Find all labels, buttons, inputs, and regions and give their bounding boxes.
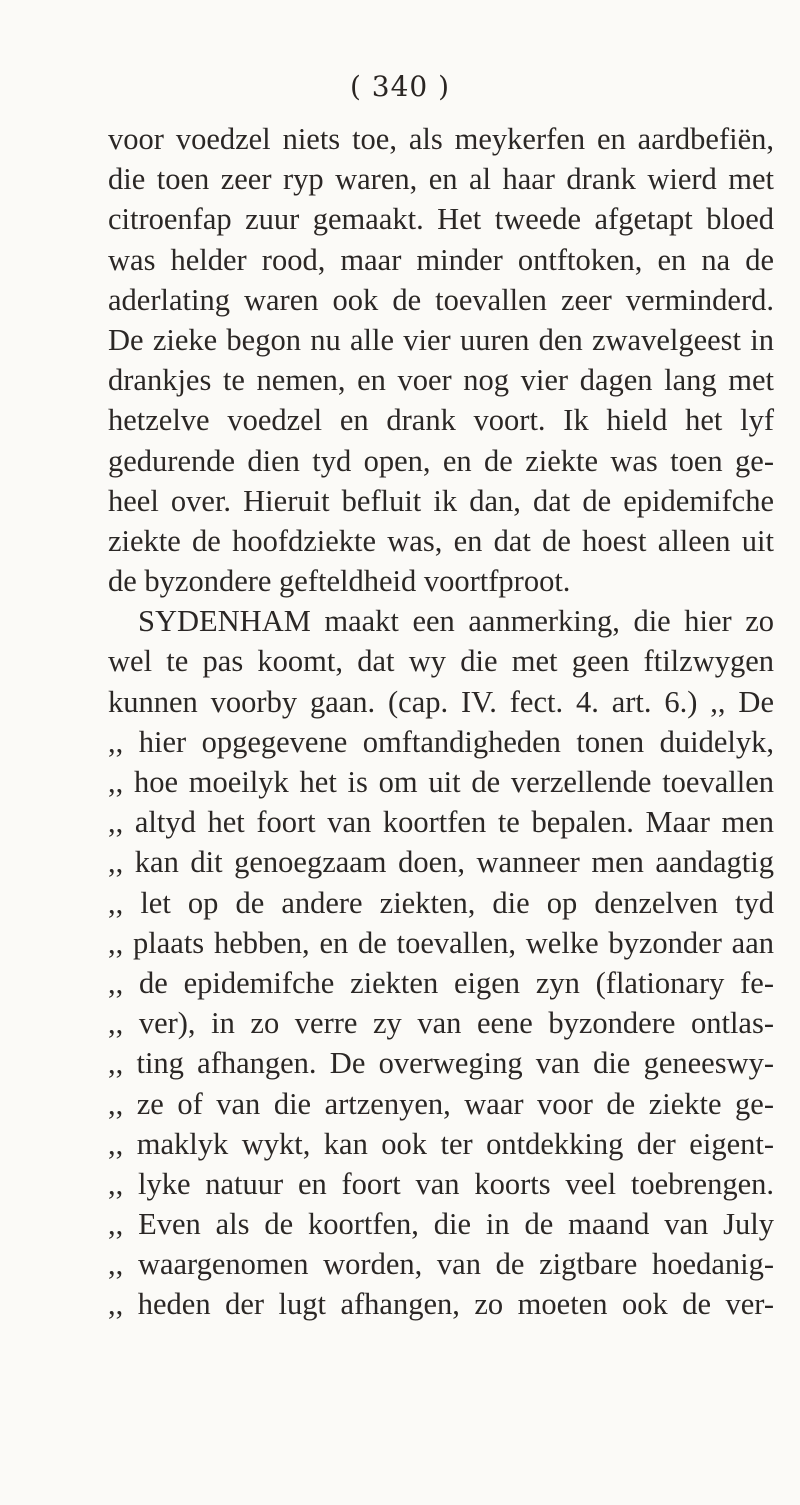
text-line: was helder rood, maar minder ontftoken, en na de bbox=[108, 242, 774, 277]
page-number: ( 340 ) bbox=[349, 70, 451, 103]
text-line: ,, hier opgegevene omftandigheden tonen duidelyk, bbox=[108, 724, 774, 759]
text-line: ,, lyke natuur en foort van koorts veel toebrengen. bbox=[108, 1166, 774, 1201]
text-line: heel over. Hieruit befluit ik dan, dat de epidemifche bbox=[108, 483, 774, 518]
text-line: ,, ting afhangen. De overweging van die geneeswy- bbox=[108, 1046, 774, 1081]
text-line: gedurende dien tyd open, en de ziekte was toen ge- bbox=[108, 443, 774, 478]
text-line: wel te pas koomt, dat wy die met geen ftilzwygen bbox=[108, 644, 774, 679]
text-line: ,, altyd het foort van koortfen te bepalen. Maar men bbox=[108, 805, 774, 840]
text-line: aderlating waren ook de toevallen zeer verminderd. bbox=[108, 282, 774, 317]
text-line: De zieke begon nu alle vier uuren den zwavelgeest in bbox=[108, 322, 774, 357]
text-line: ,, Even als de koortfen, die in de maand van July bbox=[108, 1207, 774, 1242]
text-line: ,, plaats hebben, en de toevallen, welke byzonder aan bbox=[108, 925, 774, 960]
text-line: ziekte de hoofdziekte was, en dat de hoest alleen uit bbox=[108, 523, 774, 558]
text-line: ,, ze of van die artzenyen, waar voor de ziekte ge- bbox=[108, 1086, 774, 1121]
text-line: hetzelve voedzel en drank voort. Ik hield het lyf bbox=[108, 403, 774, 438]
text-line: ,, maklyk wykt, kan ook ter ontdekking der eigent- bbox=[108, 1126, 774, 1161]
text-line: die toen zeer ryp waren, en al haar drank wierd met bbox=[108, 162, 774, 197]
text-line: kunnen voorby gaan. (cap. IV. fect. 4. art. 6.) ,, De bbox=[108, 684, 774, 719]
text-line: de byzondere gefteldheid voortfproot. bbox=[108, 564, 571, 599]
text-line: ,, let op de andere ziekten, die op denzelven tyd bbox=[108, 885, 774, 920]
text-line: ,, de epidemifche ziekten eigen zyn (flationary fe- bbox=[108, 965, 774, 1000]
text-line: voor voedzel niets toe, als meykerfen en aardbefiën, bbox=[108, 122, 774, 156]
text-line: ,, waargenomen worden, van de zigtbare hoedanig- bbox=[108, 1247, 774, 1282]
text-line: ,, hoe moeilyk het is om uit de verzellende toevallen bbox=[108, 765, 774, 799]
text-line: citroenfap zuur gemaakt. Het tweede afgetapt bloed bbox=[108, 202, 774, 237]
text-line: drankjes te nemen, en voer nog vier dagen lang met bbox=[108, 363, 774, 398]
text-line: ,, ver), in zo verre zy van eene byzondere ontlas- bbox=[108, 1006, 774, 1041]
text-line: ,, heden der lugt afhangen, zo moeten ook de ver- bbox=[108, 1287, 774, 1322]
text-line: ,, kan dit genoegzaam doen, wanneer men aandagtig bbox=[108, 845, 774, 880]
body-text bbox=[108, 119, 774, 1325]
text-line: SYDENHAM maakt een aanmerking, die hier zo bbox=[138, 604, 774, 639]
